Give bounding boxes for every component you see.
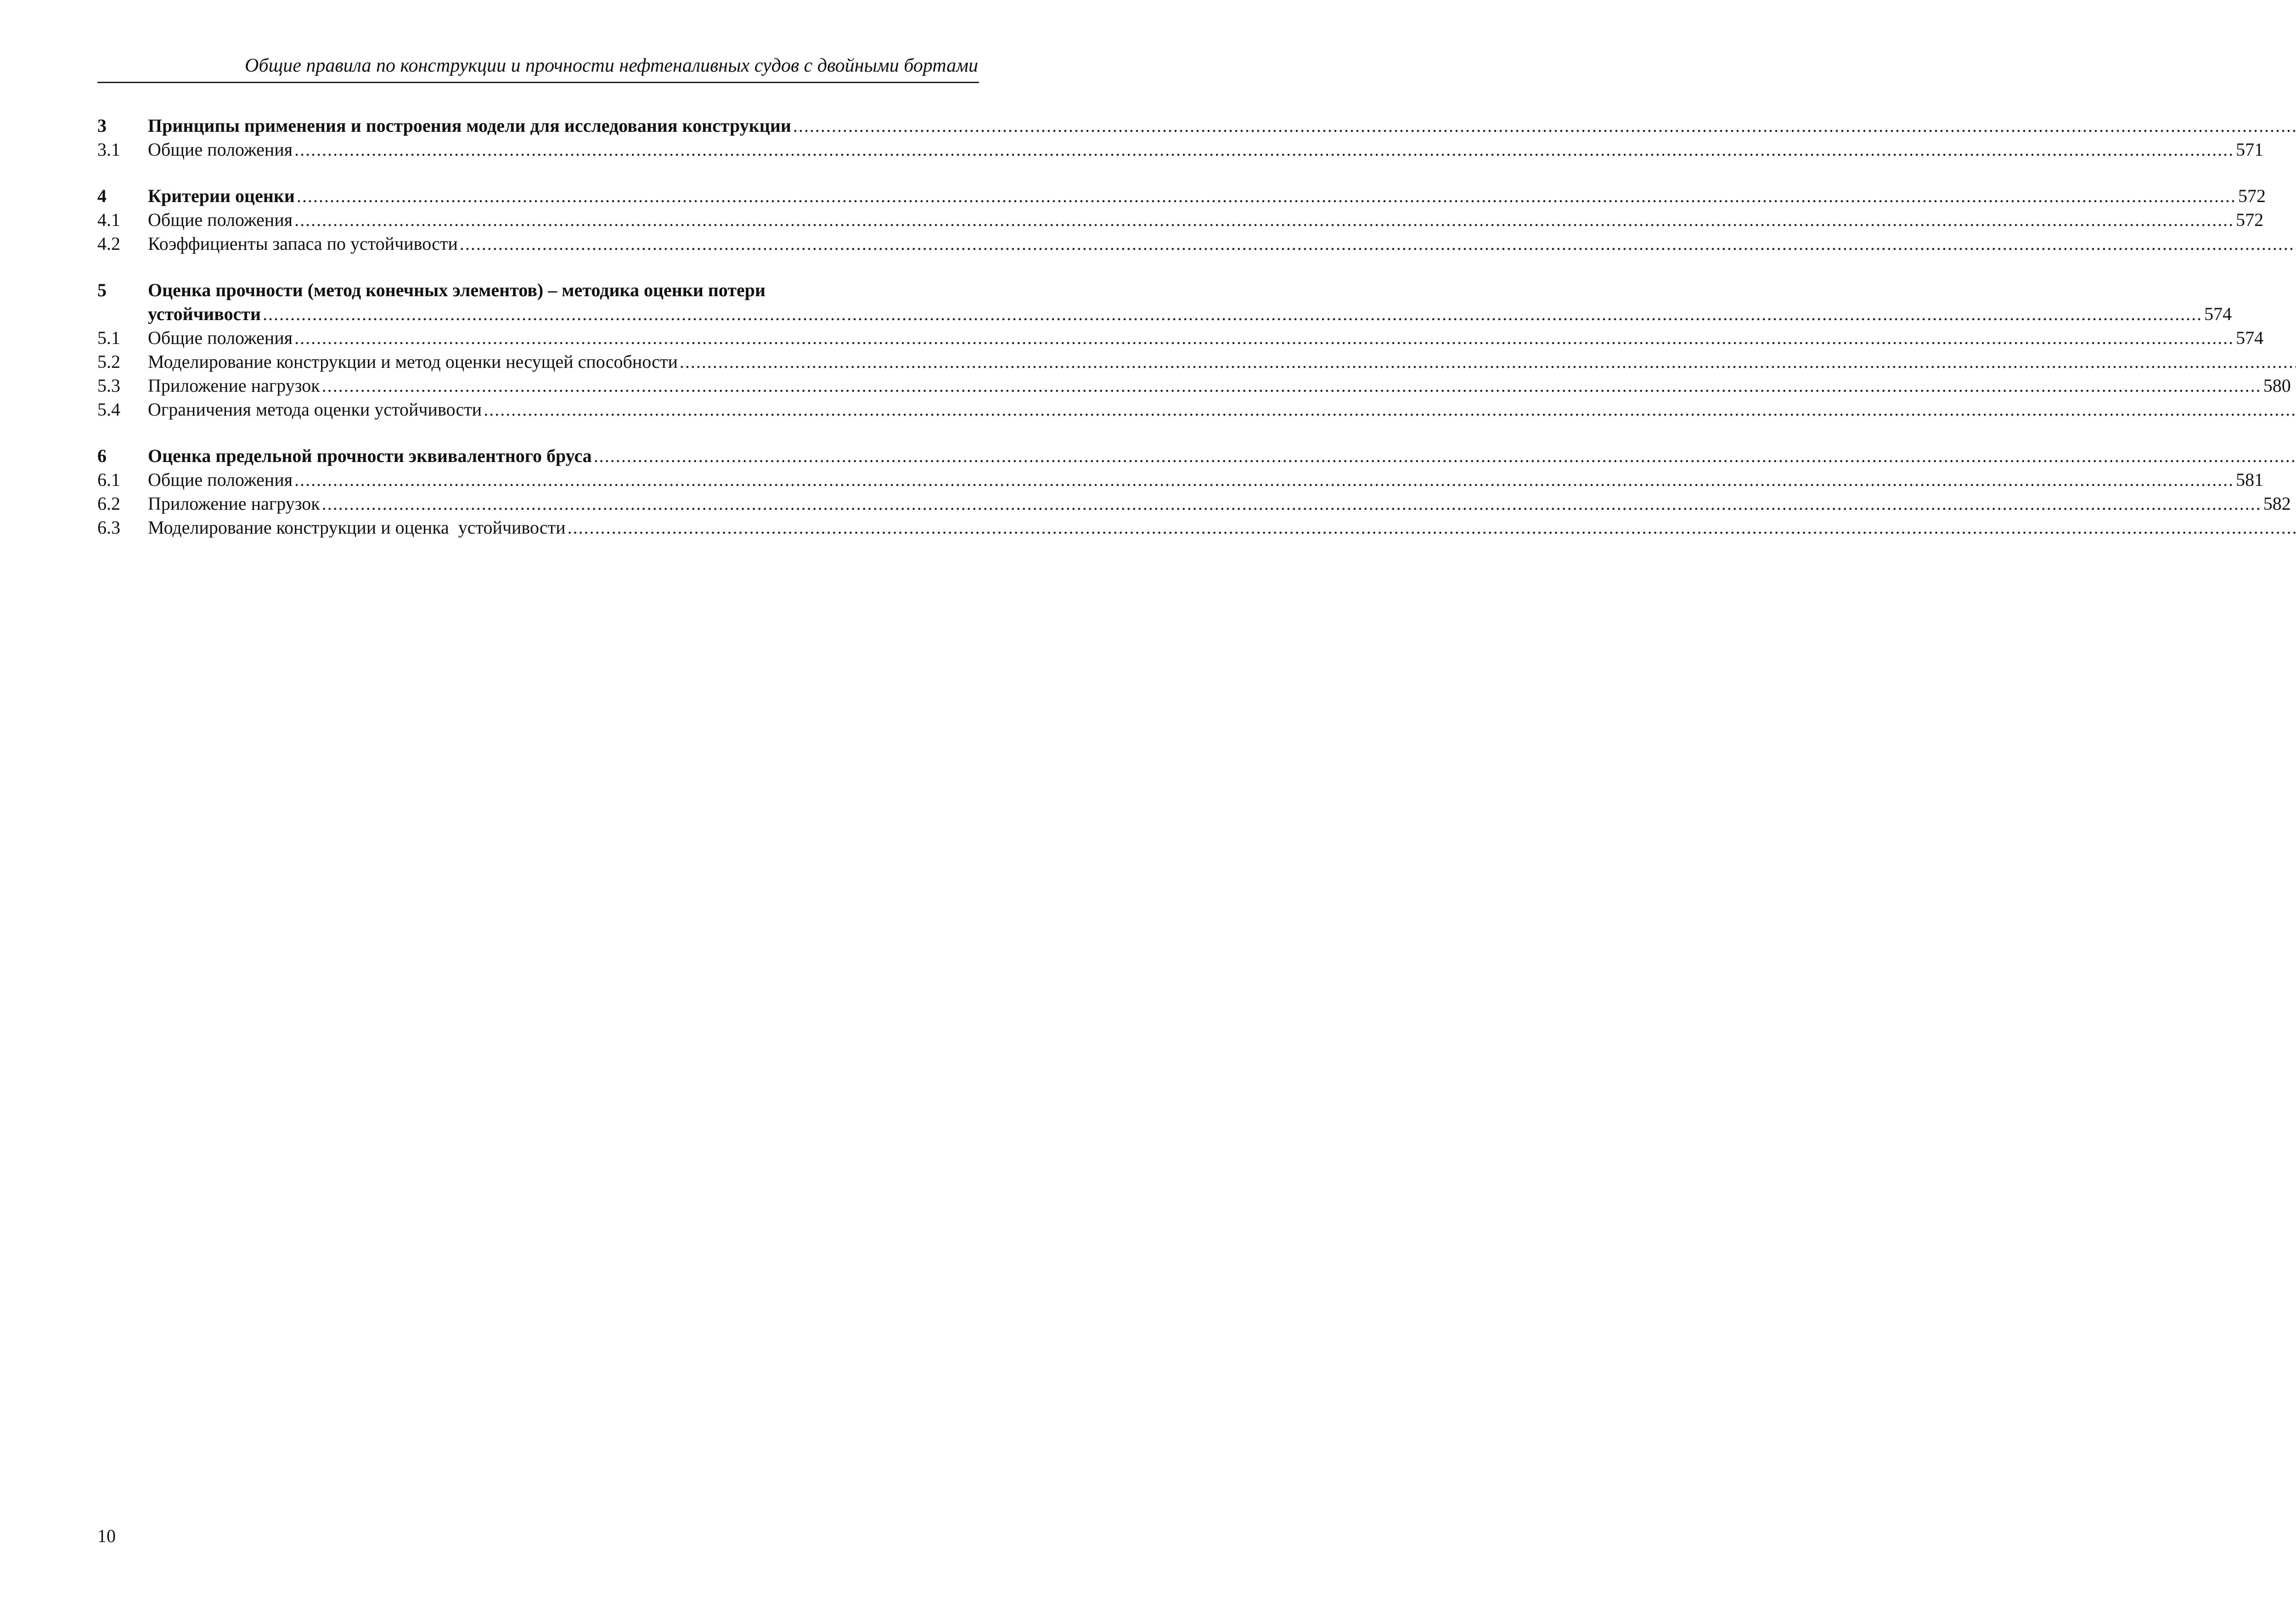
- table-of-contents: [97, 114, 2291, 562]
- toc-chapter-number: 5: [97, 280, 107, 300]
- toc-subsection-number: 5.4: [97, 399, 120, 420]
- toc-subsection-title: Моделирование конструкции и оценка устойчивости: [148, 517, 566, 538]
- toc-subsection-entry[interactable]: [97, 516, 979, 540]
- toc-subsection-number: 5.1: [97, 327, 120, 348]
- toc-subsection-entry[interactable]: [97, 468, 2264, 492]
- toc-chapter-title: Принципы применения и построения модели для исследования конструкции: [148, 115, 791, 136]
- toc-subsection-title: Ограничения метода оценки устойчивости: [148, 399, 482, 420]
- toc-chapter-entry-line2[interactable]: [97, 302, 2232, 326]
- toc-subsection-entry[interactable]: [97, 208, 2264, 232]
- toc-chapter-entry[interactable]: [97, 184, 2266, 208]
- toc-section-6: [97, 444, 2291, 540]
- toc-subsection-title: Коэффициенты запаса по устойчивости: [148, 233, 458, 254]
- toc-leader-dots: [322, 374, 2262, 398]
- toc-section-5: [97, 278, 2291, 422]
- toc-subsection-title: Приложение нагрузок: [148, 375, 320, 396]
- toc-leader-dots: [460, 232, 2296, 256]
- toc-chapter-title: Оценка прочности (метод конечных элементов) – методика оценки потери: [148, 280, 766, 300]
- toc-subsection-number: 4.2: [97, 233, 120, 254]
- toc-subsection-entry[interactable]: [97, 326, 2264, 350]
- toc-subsection-number: 4.1: [97, 209, 120, 230]
- toc-chapter-number: 4: [97, 186, 107, 206]
- header-title: Общие правила по конструкции и прочности нефтеналивных судов с двойными бортами: [245, 55, 978, 76]
- toc-leader-dots: [294, 326, 2234, 350]
- toc-subsection-entry[interactable]: [97, 398, 979, 422]
- toc-subsection-entry[interactable]: [97, 374, 2291, 398]
- toc-leader-dots: [294, 138, 2234, 162]
- toc-leader-dots: [322, 492, 2262, 516]
- toc-section-3: [97, 114, 2264, 162]
- toc-subsection-entry[interactable]: [97, 492, 2291, 516]
- toc-subsection-title: Общие положения: [148, 209, 293, 230]
- toc-subsection-title: Общие положения: [148, 139, 293, 160]
- toc-chapter-number: 6: [97, 445, 107, 466]
- toc-chapter-title: Оценка предельной прочности эквивалентного бруса: [148, 445, 592, 466]
- toc-page-number: 572: [2236, 209, 2264, 230]
- toc-chapter-entry-line1[interactable]: [97, 278, 979, 302]
- toc-leader-dots: [484, 398, 2296, 422]
- toc-leader-dots: [680, 350, 2296, 374]
- toc-chapter-title-continued: устойчивости: [148, 304, 261, 324]
- toc-chapter-entry[interactable]: [97, 444, 979, 468]
- toc-leader-dots: [263, 302, 2202, 326]
- toc-section-4: [97, 184, 2266, 256]
- toc-chapter-number: 3: [97, 115, 107, 136]
- toc-page-number: 580: [2263, 375, 2291, 396]
- toc-subsection-entry[interactable]: [97, 232, 979, 256]
- toc-subsection-entry[interactable]: [97, 138, 2264, 162]
- page-number: 10: [97, 1526, 116, 1546]
- toc-subsection-title: Общие положения: [148, 327, 293, 348]
- toc-subsection-number: 5.3: [97, 375, 120, 396]
- toc-subsection-title: Приложение нагрузок: [148, 493, 320, 514]
- toc-subsection-number: 6.1: [97, 469, 120, 490]
- toc-page-number: 581: [2236, 469, 2264, 490]
- toc-subsection-number: 6.3: [97, 517, 120, 538]
- toc-page-number: 574: [2236, 327, 2264, 348]
- toc-leader-dots: [294, 468, 2234, 492]
- toc-page-number: 572: [2238, 186, 2266, 206]
- toc-page-number: 574: [2204, 304, 2232, 324]
- toc-leader-dots: [793, 114, 2296, 138]
- running-header: [97, 50, 979, 83]
- toc-chapter-title: Критерии оценки: [148, 186, 295, 206]
- toc-page-number: 571: [2236, 139, 2264, 160]
- toc-subsection-number: 5.2: [97, 351, 120, 372]
- toc-leader-dots: [594, 444, 2296, 468]
- toc-leader-dots: [294, 208, 2234, 232]
- toc-leader-dots: [568, 516, 2296, 540]
- toc-leader-dots: [297, 184, 2236, 208]
- toc-page-number: 582: [2263, 493, 2291, 514]
- toc-subsection-number: 6.2: [97, 493, 120, 514]
- toc-subsection-entry[interactable]: [97, 350, 979, 374]
- toc-subsection-title: Общие положения: [148, 469, 293, 490]
- toc-subsection-number: 3.1: [97, 139, 120, 160]
- toc-subsection-title: Моделирование конструкции и метод оценки несущей способности: [148, 351, 678, 372]
- toc-chapter-entry[interactable]: [97, 114, 979, 138]
